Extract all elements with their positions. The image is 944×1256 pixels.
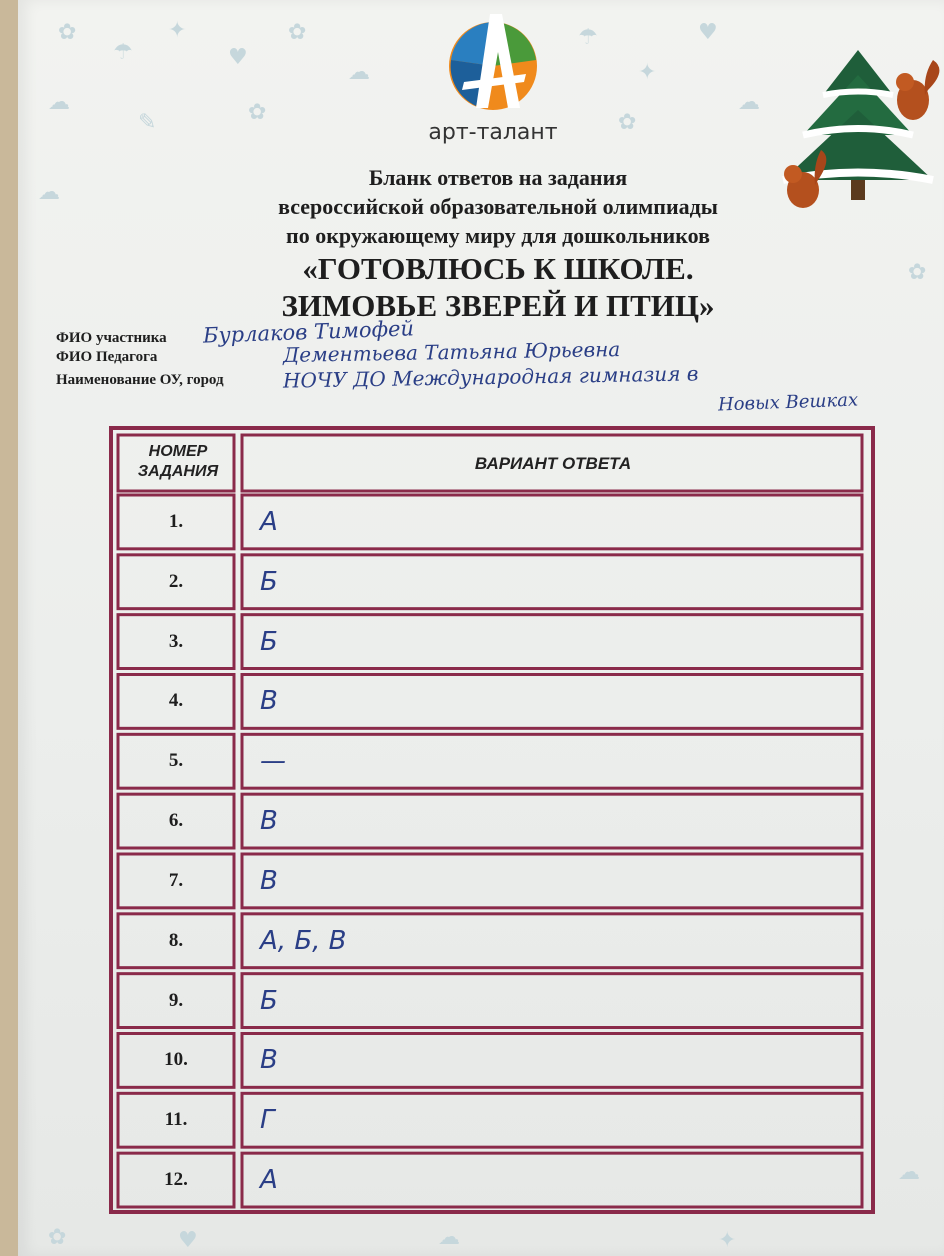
doodle-icon: ♥: [178, 1228, 198, 1253]
task-answer: —: [260, 746, 286, 777]
task-number: 9.: [168, 989, 184, 1011]
school-value-line2: Новых Вешках: [717, 389, 859, 416]
task-number: 5.: [168, 750, 184, 772]
brand-name: арт-талант: [428, 120, 558, 145]
form-subtitle-line: ЗИМОВЬЕ ЗВЕРЕЙ И ПТИЦ»: [281, 288, 715, 323]
form-title-line: по окружающему миру для дошкольников: [286, 223, 710, 248]
teacher-label: ФИО Педагога: [56, 349, 158, 365]
participant-label: ФИО участника: [56, 330, 167, 346]
form-title: [138, 163, 858, 324]
task-number: 7.: [168, 869, 184, 891]
row-cell-answer: [242, 1034, 862, 1088]
task-number: 1.: [168, 510, 184, 532]
header-number: [118, 442, 238, 482]
doodle-icon: ✿: [48, 1225, 67, 1250]
task-number: 3.: [168, 630, 184, 652]
doodle-icon: ✦: [638, 60, 657, 85]
doodle-icon: ☁: [48, 90, 70, 115]
task-answer: В: [260, 865, 278, 896]
doodle-icon: ✦: [718, 1228, 737, 1253]
task-answer: В: [260, 806, 278, 837]
task-answer: Б: [260, 985, 278, 1016]
task-number: 12.: [164, 1169, 188, 1191]
task-number: 4.: [168, 690, 184, 712]
row-cell-answer: [242, 495, 862, 549]
doodle-icon: ✦: [168, 18, 187, 43]
task-answer: А: [260, 506, 278, 537]
answer-sheet: [18, 0, 944, 1256]
form-subtitle-line: «ГОТОВЛЮСЬ К ШКОЛЕ.: [302, 251, 694, 286]
row-cell-answer: [242, 1093, 862, 1147]
task-number: 6.: [168, 810, 184, 832]
doodle-icon: ☂: [113, 40, 133, 65]
row-cell-answer: [242, 854, 862, 908]
task-number: 11.: [164, 1109, 188, 1131]
art-talant-logo-icon: [446, 12, 540, 112]
form-title-line: Бланк ответов на задания: [368, 165, 628, 190]
form-title-line: всероссийской образовательной олимпиады: [278, 194, 718, 219]
doodle-icon: ♥: [228, 45, 248, 70]
header-answer: ВАРИАНТ ОТВЕТА: [474, 454, 632, 473]
school-label: Наименование ОУ, город: [56, 372, 224, 388]
doodle-icon: ✿: [58, 20, 77, 45]
doodle-icon: ✿: [618, 110, 637, 135]
row-cell-answer: [242, 1153, 862, 1207]
doodle-icon: ✿: [288, 20, 307, 45]
row-cell-answer: [242, 734, 862, 788]
answer-table: [108, 425, 876, 1215]
header-number-line1: НОМЕР: [148, 443, 208, 460]
school-value-line1: НОЧУ ДО Международная гимназия в: [282, 361, 699, 393]
doodle-icon: ☁: [898, 1160, 920, 1185]
doodle-icon: ✿: [248, 100, 267, 125]
task-answer: Г: [260, 1105, 275, 1136]
doodle-icon: ✎: [138, 110, 157, 135]
task-answer: Б: [260, 566, 278, 597]
task-answer: А, Б, В: [260, 925, 347, 956]
doodle-icon: ☁: [738, 90, 760, 115]
task-number: 10.: [164, 1049, 188, 1071]
doodle-icon: ☁: [438, 1225, 460, 1250]
doodle-icon: ♥: [698, 20, 718, 45]
task-number: 2.: [168, 570, 184, 592]
task-answer: Б: [260, 626, 278, 657]
task-answer: В: [260, 686, 278, 717]
row-cell-answer: [242, 555, 862, 609]
row-cell-answer: [242, 615, 862, 669]
header-number-line2: ЗАДАНИЯ: [137, 463, 219, 480]
task-answer: А: [260, 1165, 278, 1196]
task-number: 8.: [168, 929, 184, 951]
row-cell-answer: [242, 675, 862, 729]
participant-value: Бурлаков Тимофей: [202, 316, 415, 348]
doodle-icon: ☁: [348, 60, 370, 85]
teacher-value: Дементьева Татьяна Юрьевна: [282, 337, 621, 367]
row-cell-answer: [242, 974, 862, 1028]
doodle-icon: ☂: [578, 25, 598, 50]
row-cell-answer: [242, 794, 862, 848]
doodle-icon: ✿: [908, 260, 927, 285]
task-answer: В: [260, 1045, 278, 1076]
doodle-icon: ☁: [38, 180, 60, 205]
